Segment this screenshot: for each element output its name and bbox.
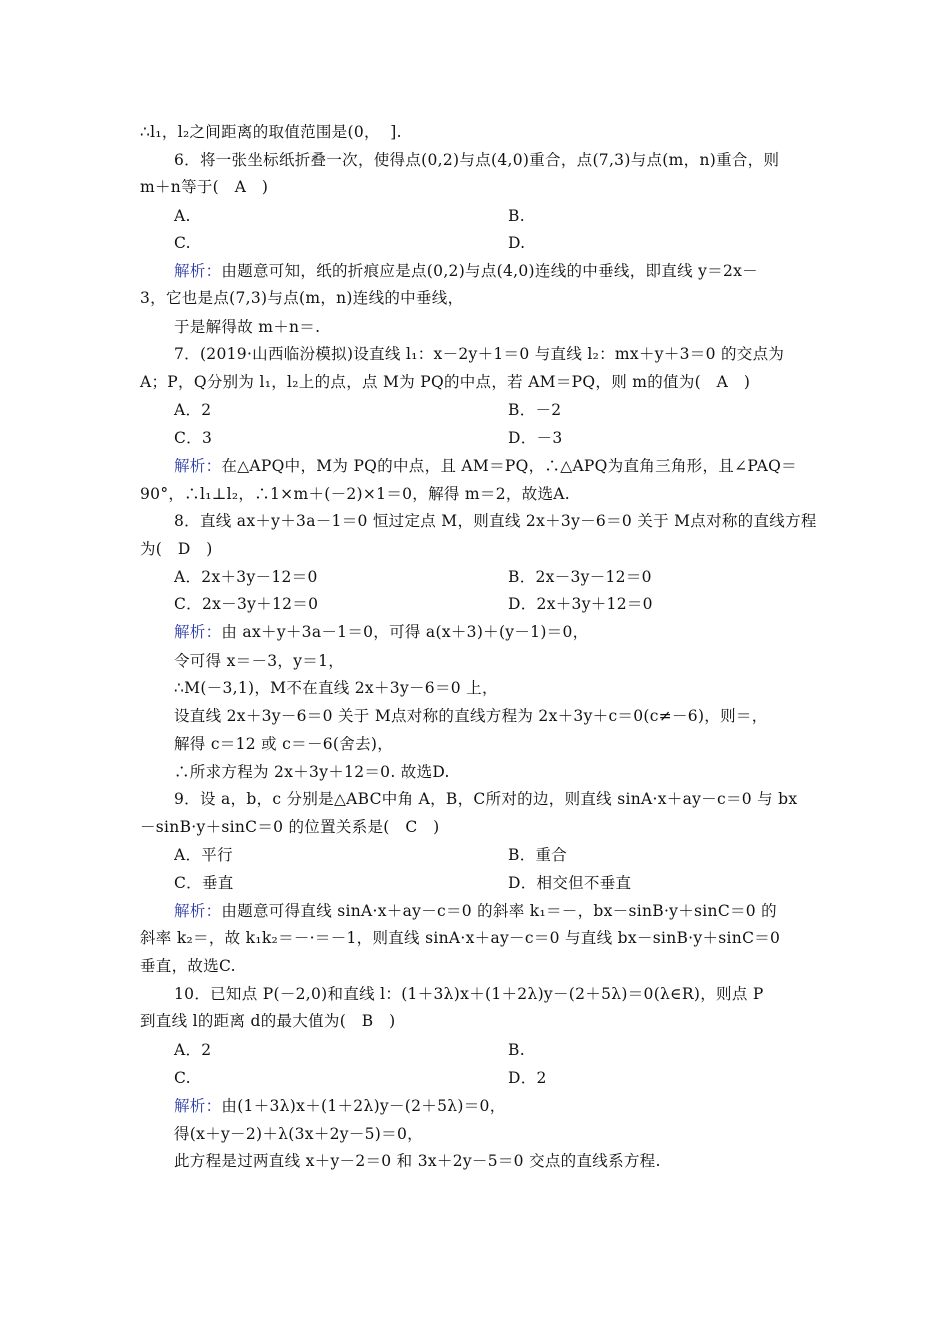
option-d: D. <box>508 234 526 252</box>
option-b: B. <box>508 1041 525 1059</box>
solution-line <box>174 901 777 921</box>
option-a: A. <box>174 207 191 225</box>
solution-line: ∴M(－3,1)，M不在直线 2x＋3y－6＝0 上， <box>174 679 498 697</box>
option-a: A．2x＋3y－12＝0 <box>174 568 318 586</box>
question-8-stem: 8．直线 ax＋y＋3a－1＝0 恒过定点 M，则直线 2x＋3y－6＝0 关于 M点对称的直线方程 <box>174 512 817 530</box>
option-c: C．2x－3y＋12＝0 <box>174 595 319 613</box>
solution-text: 由题意可得直线 sinA·x＋ay－c＝0 的斜率 k₁＝－，bx－sinB·y＋sinC＝0 的 <box>221 902 777 920</box>
solution-text: 由题意可知，纸的折痕应是点(0,2)与点(4,0)连线的中垂线，即直线 y＝2x－ <box>221 262 758 280</box>
text-line: ∴l₁，l₂之间距离的取值范围是(0， ]. <box>140 123 402 141</box>
option-d: D．相交但不垂直 <box>508 874 632 892</box>
option-c: C．3 <box>174 429 213 447</box>
solution-line: 设直线 2x＋3y－6＝0 关于 M点对称的直线方程为 2x＋3y＋c＝0(c≠－6)，则＝， <box>174 707 768 725</box>
solution-line: 3，它也是点(7,3)与点(m，n)连线的中垂线， <box>140 289 464 307</box>
question-8-stem-cont: 为( D ) <box>140 540 213 558</box>
question-10-stem-cont: 到直线 l的距离 d的最大值为( B ) <box>140 1012 396 1030</box>
solution-text: 由(1＋3λ)x＋(1＋2λ)y－(2＋5λ)＝0， <box>221 1097 506 1115</box>
solution-line: 令可得 x＝－3，y＝1， <box>174 652 345 670</box>
solution-line: 解得 c＝12 或 c＝－6(舍去)， <box>174 735 394 753</box>
option-a: A．2 <box>174 1041 212 1059</box>
option-d: D．－3 <box>508 429 563 447</box>
solution-line: 垂直，故选C. <box>140 957 236 975</box>
question-7-stem: 7．(2019·山西临汾模拟)设直线 l₁：x－2y＋1＝0 与直线 l₂：mx＋y＋3＝0 的交点为 <box>174 345 785 363</box>
question-10-stem: 10．已知点 P(－2,0)和直线 l：(1＋3λ)x＋(1＋2λ)y－(2＋5λ)＝0(λ∈R)，则点 P <box>174 985 764 1003</box>
solution-line: 斜率 k₂＝，故 k₁k₂＝－·＝－1，则直线 sinA·x＋ay－c＝0 与直线 bx－sinB·y＋sinC＝0 <box>140 929 781 947</box>
solution-line: 于是解得故 m＋n＝. <box>174 318 321 336</box>
option-b: B. <box>508 207 525 225</box>
solution-text: 在△APQ中，M为 PQ的中点，且 AM＝PQ，∴△APQ为直角三角形，且∠PAQ＝ <box>221 457 797 475</box>
option-b: B．2x－3y－12＝0 <box>508 568 652 586</box>
solution-line <box>174 1096 506 1116</box>
solution-line: 此方程是过两直线 x＋y－2＝0 和 3x＋2y－5＝0 交点的直线系方程. <box>174 1152 661 1170</box>
question-7-stem-cont: A；P，Q分别为 l₁，l₂上的点，点 M为 PQ的中点，若 AM＝PQ，则 m的值为( A ) <box>140 373 751 391</box>
solution-label: 解析： <box>174 1097 222 1115</box>
question-6-stem: 6．将一张坐标纸折叠一次，使得点(0,2)与点(4,0)重合，点(7,3)与点(m，n)重合，则 <box>174 151 780 169</box>
solution-line <box>174 456 797 476</box>
solution-line: ∴所求方程为 2x＋3y＋12＝0. 故选D. <box>174 763 450 781</box>
option-a: A．平行 <box>174 846 233 864</box>
solution-line <box>174 261 758 281</box>
option-a: A．2 <box>174 401 212 419</box>
solution-label: 解析： <box>174 457 222 475</box>
option-c: C．垂直 <box>174 874 234 892</box>
solution-label: 解析： <box>174 623 222 641</box>
solution-line <box>174 622 588 642</box>
solution-line: 得(x＋y－2)＋λ(3x＋2y－5)＝0， <box>174 1125 423 1143</box>
question-9-stem-cont: －sinB·y＋sinC＝0 的位置关系是( C ) <box>140 818 440 836</box>
question-6-stem-cont: m＋n等于( A ) <box>140 178 269 196</box>
option-c: C. <box>174 1069 191 1087</box>
option-b: B．－2 <box>508 401 562 419</box>
option-b: B．重合 <box>508 846 568 864</box>
question-9-stem: 9．设 a，b，c 分别是△ABC中角 A，B，C所对的边，则直线 sinA·x＋ay－c＝0 与 bx <box>174 790 798 808</box>
solution-line: 90°，∴l₁⊥l₂，∴1×m＋(－2)×1＝0，解得 m＝2，故选A. <box>140 485 571 503</box>
solution-text: 由 ax＋y＋3a－1＝0，可得 a(x＋3)＋(y－1)＝0， <box>221 623 589 641</box>
solution-label: 解析： <box>174 902 222 920</box>
solution-label: 解析： <box>174 262 222 280</box>
option-d: D．2x＋3y＋12＝0 <box>508 595 653 613</box>
option-d: D．2 <box>508 1069 547 1087</box>
option-c: C. <box>174 234 191 252</box>
